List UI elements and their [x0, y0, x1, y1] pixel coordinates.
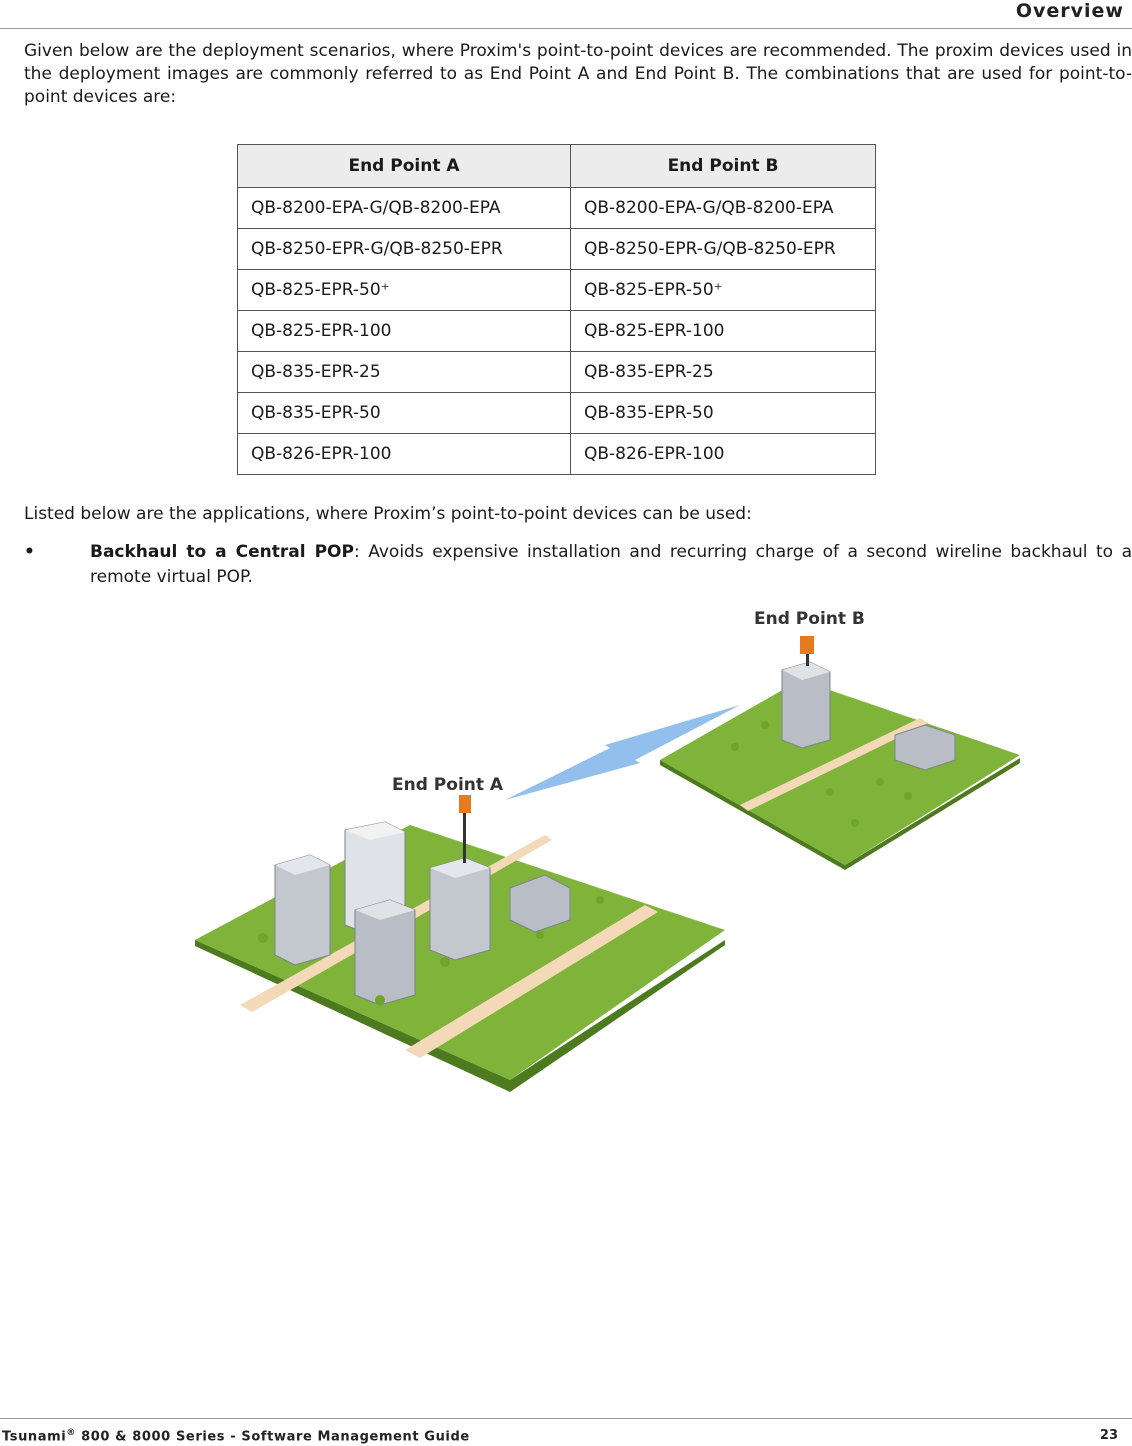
table-cell: QB-826-EPR-100	[238, 434, 571, 475]
antenna-tower-a	[463, 805, 466, 863]
footer-registered-mark: ®	[66, 1428, 76, 1438]
footer-divider	[0, 1418, 1132, 1419]
applications-intro: Listed below are the applications, where Proxim’s point-to-point devices can be used:	[24, 504, 752, 524]
building-icon	[275, 855, 330, 965]
bullet-text	[90, 540, 1132, 590]
table-cell: QB-826-EPR-100	[571, 434, 876, 475]
table-row	[238, 393, 876, 434]
table-cell: QB-8200-EPA-G/QB-8200-EPA	[571, 188, 876, 229]
page-header-title: Overview	[1015, 0, 1124, 22]
building-icon	[782, 662, 830, 748]
table-cell: QB-825-EPR-50⁺	[571, 270, 876, 311]
table-cell: QB-825-EPR-100	[571, 311, 876, 352]
terrain-b	[660, 680, 1020, 865]
deployment-diagram	[180, 600, 1030, 1100]
table-cell: QB-835-EPR-25	[571, 352, 876, 393]
footer-title	[2, 1428, 470, 1444]
table-cell: QB-8200-EPA-G/QB-8200-EPA	[238, 188, 571, 229]
table-cell: QB-835-EPR-50	[238, 393, 571, 434]
antenna-a	[459, 795, 471, 813]
page-number: 23	[1099, 1428, 1118, 1443]
table-row	[238, 352, 876, 393]
table-cell: QB-825-EPR-50⁺	[238, 270, 571, 311]
intro-paragraph: Given below are the deployment scenarios, where Proxim's point-to-point devices are recommended. The proxim devices used in the deployment images are commonly referred to as End Point A and End Point B. The combinations that are used for point-to-point devices are:	[24, 41, 1132, 107]
table-row	[238, 270, 876, 311]
table-cell: QB-825-EPR-100	[238, 311, 571, 352]
building-icon	[355, 900, 415, 1005]
label-end-point-b: End Point B	[754, 609, 865, 629]
table-row	[238, 188, 876, 229]
table-header-row	[238, 145, 876, 188]
footer-guide-name: 800 & 8000 Series - Software Management Guide	[75, 1429, 470, 1445]
table-row	[238, 311, 876, 352]
table-cell: QB-8250-EPR-G/QB-8250-EPR	[571, 229, 876, 270]
table-row	[238, 229, 876, 270]
building-icon	[895, 725, 955, 770]
table-cell: QB-835-EPR-50	[571, 393, 876, 434]
table-row	[238, 434, 876, 475]
table-cell: QB-8250-EPR-G/QB-8250-EPR	[238, 229, 571, 270]
endpoint-table	[237, 144, 876, 475]
bullet-title: Backhaul to a Central POP	[90, 542, 354, 562]
column-header-end-point-b: End Point B	[571, 145, 876, 188]
column-header-end-point-a: End Point A	[238, 145, 571, 188]
bullet-item-backhaul	[24, 540, 1132, 590]
antenna-b	[800, 636, 814, 654]
bullet-description: : Avoids expensive installation and recurring charge of a second wireline backhaul to a remote virtual POP.	[90, 542, 1132, 587]
header-divider	[0, 28, 1132, 29]
building-icon	[430, 858, 490, 960]
bullet-icon: •	[24, 542, 35, 562]
footer-product: Tsunami	[2, 1429, 67, 1445]
label-end-point-a: End Point A	[392, 775, 504, 795]
table-cell: QB-835-EPR-25	[238, 352, 571, 393]
